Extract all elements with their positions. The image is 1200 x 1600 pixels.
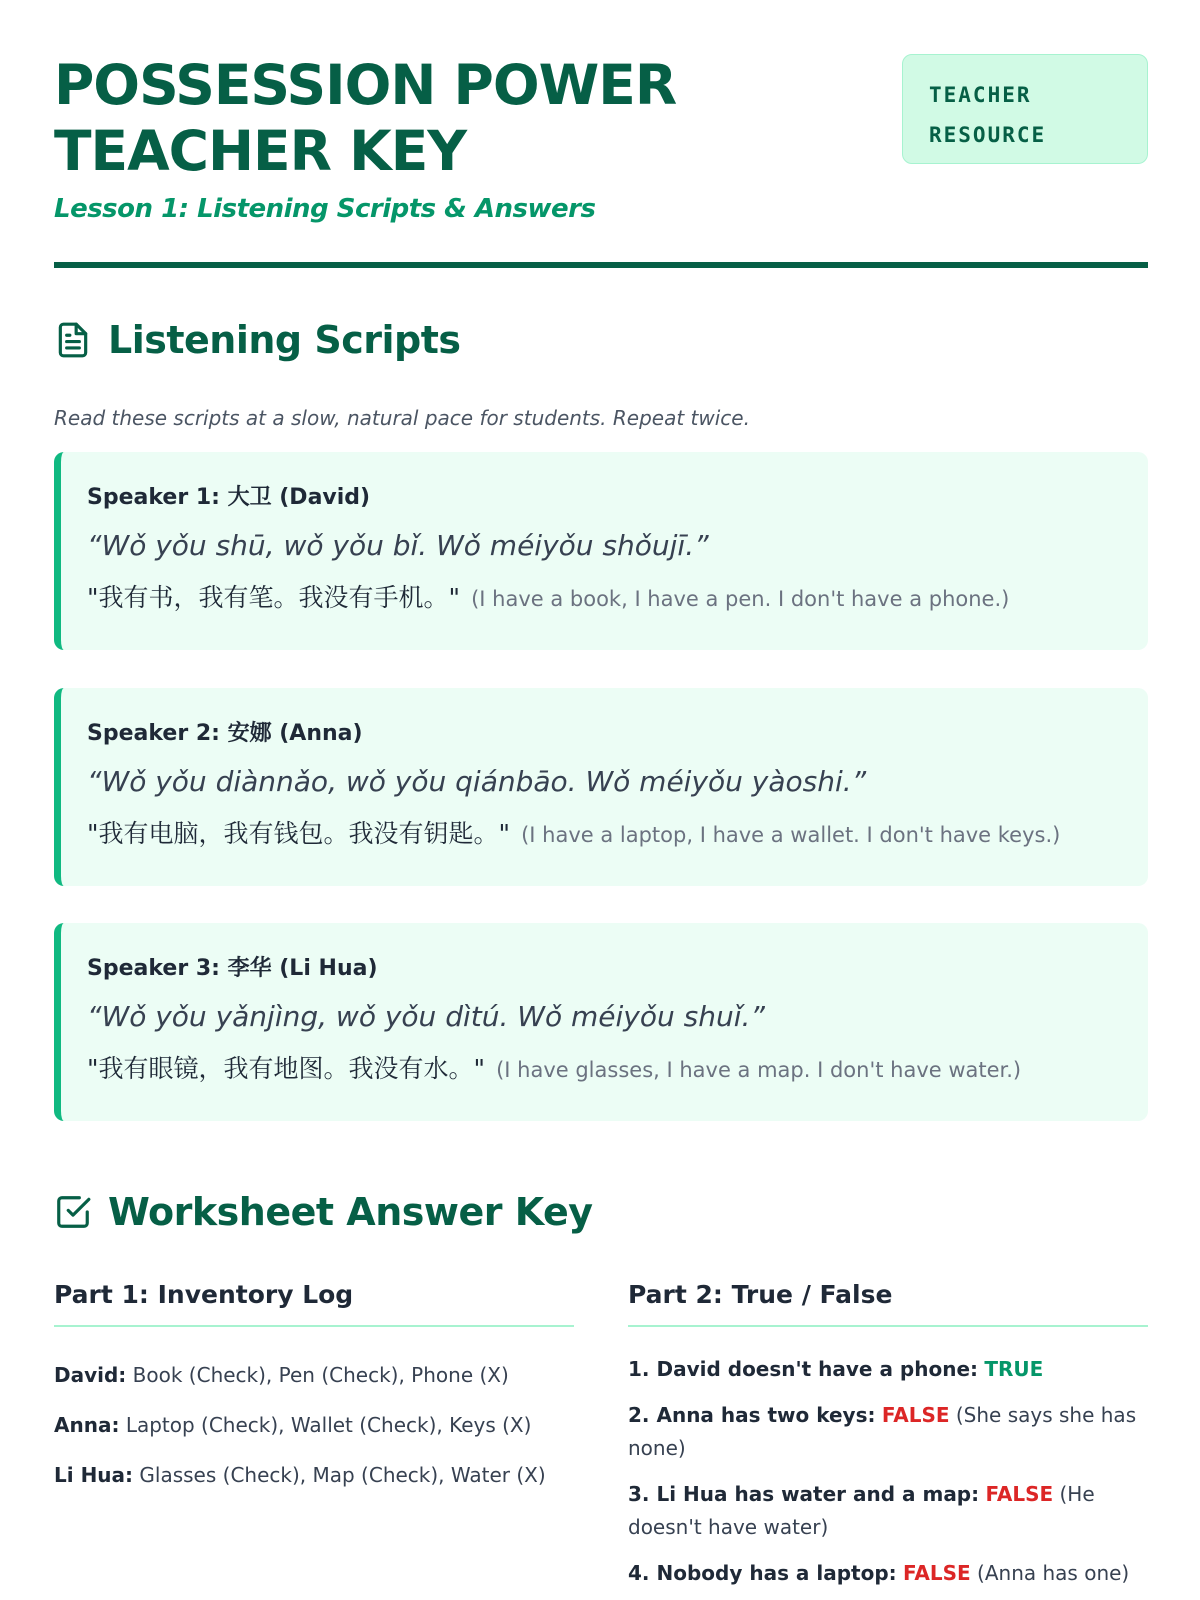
- speaker-label: Speaker 2: 安娜 (Anna): [87, 721, 363, 746]
- tf-note: (He doesn't have water): [628, 1482, 1095, 1539]
- listening-instruction: Read these scripts at a slow, natural pace for students. Repeat twice.: [54, 406, 750, 430]
- tf-answer: FALSE: [881, 1403, 950, 1427]
- inventory-name: Anna:: [54, 1413, 120, 1437]
- speaker-card-1: [54, 452, 1148, 650]
- tf-answer: FALSE: [985, 1482, 1054, 1506]
- speaker-label: Speaker 1: 大卫 (David): [87, 485, 371, 510]
- tf-question: 4. Nobody has a laptop:: [628, 1561, 897, 1585]
- tf-note: (Anna has one): [977, 1561, 1130, 1585]
- part2-true-false: [628, 1280, 1148, 1590]
- tf-question: 3. Li Hua has water and a map:: [628, 1482, 980, 1506]
- page-subtitle: Lesson 1: Listening Scripts & Answers: [54, 194, 596, 224]
- hanzi-text: "我有眼镜，我有地图。我没有水。": [87, 1054, 485, 1083]
- part2-title: Part 2: True / False: [628, 1280, 1148, 1327]
- inventory-items: Glasses (Check), Map (Check), Water (X): [139, 1463, 546, 1487]
- pinyin-line: “Wǒ yǒu yǎnjìng, wǒ yǒu dìtú. Wǒ méiyǒu shuǐ.”: [87, 1000, 765, 1033]
- hanzi-text: "我有电脑，我有钱包。我没有钥匙。": [87, 819, 510, 848]
- pinyin-line: “Wǒ yǒu shū, wǒ yǒu bǐ. Wǒ méiyǒu shǒujī.”: [87, 529, 709, 562]
- page-header: [54, 52, 1148, 272]
- inventory-items: Laptop (Check), Wallet (Check), Keys (X): [125, 1413, 532, 1437]
- speaker-card-2: [54, 688, 1148, 886]
- hanzi-line: [87, 582, 1120, 617]
- true-false-row: [628, 1557, 1148, 1590]
- true-false-row: [628, 1353, 1148, 1386]
- document-icon: [54, 321, 92, 359]
- true-false-row: [628, 1478, 1148, 1544]
- inventory-items: Book (Check), Pen (Check), Phone (X): [132, 1363, 509, 1387]
- inventory-row: [54, 1463, 574, 1487]
- badge-line-1: TEACHER: [929, 83, 1032, 107]
- page-title-line-1: POSSESSION POWER: [54, 53, 677, 117]
- header-divider: [54, 262, 1148, 268]
- tf-question: 1. David doesn't have a phone:: [628, 1357, 979, 1381]
- tf-note: (She says she has none): [628, 1403, 1137, 1460]
- page-title-line-2: TEACHER KEY: [54, 119, 467, 183]
- hanzi-line: [87, 1053, 1120, 1088]
- inventory-row: [54, 1363, 574, 1387]
- badge-line-2: RESOURCE: [929, 123, 1047, 147]
- listening-section-title: [54, 318, 461, 362]
- hanzi-text: "我有书，我有笔。我没有手机。": [87, 583, 460, 612]
- part1-inventory-log: [54, 1280, 574, 1487]
- pinyin-line: “Wǒ yǒu diànnǎo, wǒ yǒu qiánbāo. Wǒ méiyǒu yàoshi.”: [87, 765, 867, 798]
- speaker-label: Speaker 3: 李华 (Li Hua): [87, 956, 378, 981]
- tf-answer: TRUE: [984, 1357, 1044, 1381]
- answer-key-heading: Worksheet Answer Key: [108, 1190, 593, 1234]
- true-false-row: [628, 1399, 1148, 1465]
- checkbox-icon: [54, 1193, 92, 1231]
- hanzi-line: [87, 818, 1120, 853]
- tf-question: 2. Anna has two keys:: [628, 1403, 876, 1427]
- part1-title: Part 1: Inventory Log: [54, 1280, 574, 1327]
- translation-text: (I have a book, I have a pen. I don't have a phone.): [471, 587, 1010, 611]
- inventory-name: Li Hua:: [54, 1463, 134, 1487]
- answer-key-section-title: [54, 1190, 593, 1234]
- translation-text: (I have a laptop, I have a wallet. I don't have keys.): [521, 823, 1061, 847]
- speaker-card-3: [54, 923, 1148, 1121]
- tf-answer: FALSE: [903, 1561, 971, 1585]
- inventory-row: [54, 1413, 574, 1437]
- listening-heading: Listening Scripts: [108, 318, 461, 362]
- teacher-resource-badge: [902, 54, 1148, 164]
- inventory-name: David:: [54, 1363, 127, 1387]
- translation-text: (I have glasses, I have a map. I don't have water.): [496, 1058, 1022, 1082]
